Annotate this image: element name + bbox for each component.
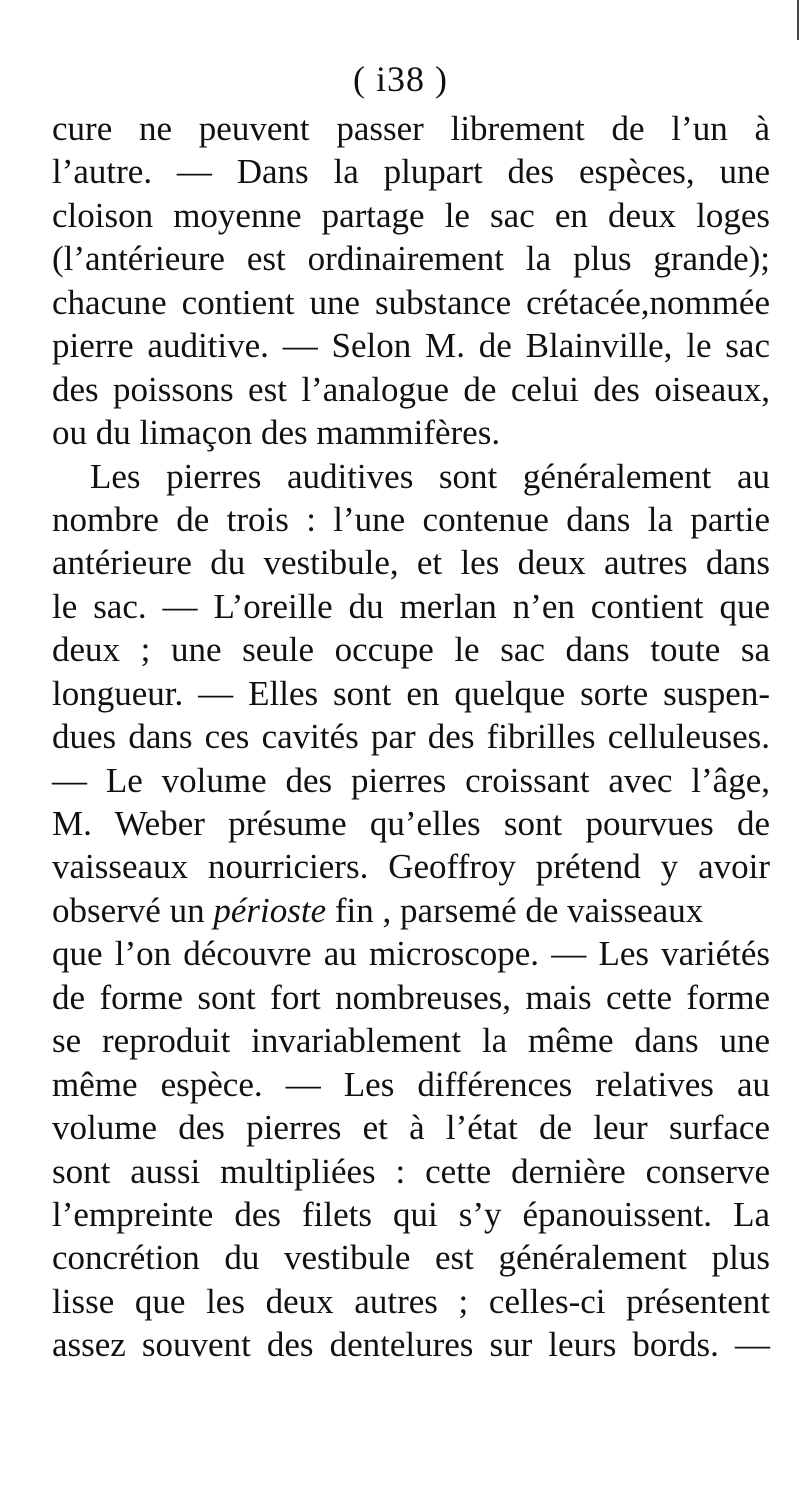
text-line: pierre auditive. — Selon M. de Blainville, le sac xyxy=(52,326,770,366)
text-line: M. Weber présume qu’elles sont pourvues de xyxy=(52,804,770,843)
text-line-paragraph-start: Les pierres auditives sont généralement au xyxy=(90,456,770,496)
text-line: se reproduit invariablement la même dans une xyxy=(52,1021,770,1061)
page-edge-line xyxy=(797,0,799,40)
text-line: antérieure du vestibule, et les deux autres dans xyxy=(52,543,770,583)
text-line: ou du limaçon des mammifères. xyxy=(52,413,501,453)
text-segment: fin , parsemé de vaisseaux xyxy=(326,890,704,930)
text-line: des poissons est l’analogue de celui des oiseaux, xyxy=(52,369,770,409)
text-line: cloison moyenne partage le sac en deux loges xyxy=(52,195,770,235)
italic-term: périoste xyxy=(213,890,327,930)
text-line: vaisseaux nourriciers. Geoffroy prétend y avoir xyxy=(52,847,770,887)
text-line: — Le volume des pierres croissant avec l’âge, xyxy=(52,760,770,800)
text-line: que l’on découvre au microscope. — Les variétés xyxy=(52,934,770,974)
text-line: l’empreinte des filets qui s’y épanouissent. La xyxy=(52,1194,770,1234)
text-line: longueur. — Elles sont en quelque sorte suspen- xyxy=(52,673,770,713)
text-line: chacune contient une substance crétacée,nommée xyxy=(52,282,770,322)
text-line: (l’antérieure est ordinairement la plus grande); xyxy=(52,239,770,279)
text-line: lisse que les deux autres ; celles-ci présentent xyxy=(52,1281,770,1321)
text-line: concrétion du vestibule est généralement plus xyxy=(52,1238,770,1278)
text-line: assez souvent des dentelures sur leurs bords. — xyxy=(52,1325,770,1365)
page-number: ( i38 ) xyxy=(353,59,448,99)
text-line: sont aussi multipliées : cette dernière conserve xyxy=(52,1151,770,1191)
text-line: nombre de trois : l’une contenue dans la partie xyxy=(52,499,770,539)
text-line: l’autre. — Dans la plupart des espèces, une xyxy=(52,152,770,192)
text-line: cure ne peuvent passer librement de l’un à xyxy=(52,109,770,148)
body-text xyxy=(52,107,770,1367)
text-line: volume des pierres et à l’état de leur surface xyxy=(52,1108,770,1148)
text-segment: observé un xyxy=(52,890,214,930)
text-line-with-italic xyxy=(52,889,770,932)
text-line: dues dans ces cavités par des fibrilles celluleuses. xyxy=(52,717,770,757)
text-line: de forme sont fort nombreuses, mais cette forme xyxy=(52,977,770,1017)
text-line: même espèce. — Les différences relatives au xyxy=(52,1064,770,1104)
text-line: le sac. — L’oreille du merlan n’en contient que xyxy=(52,586,770,626)
text-line: deux ; une seule occupe le sac dans toute sa xyxy=(52,630,770,670)
